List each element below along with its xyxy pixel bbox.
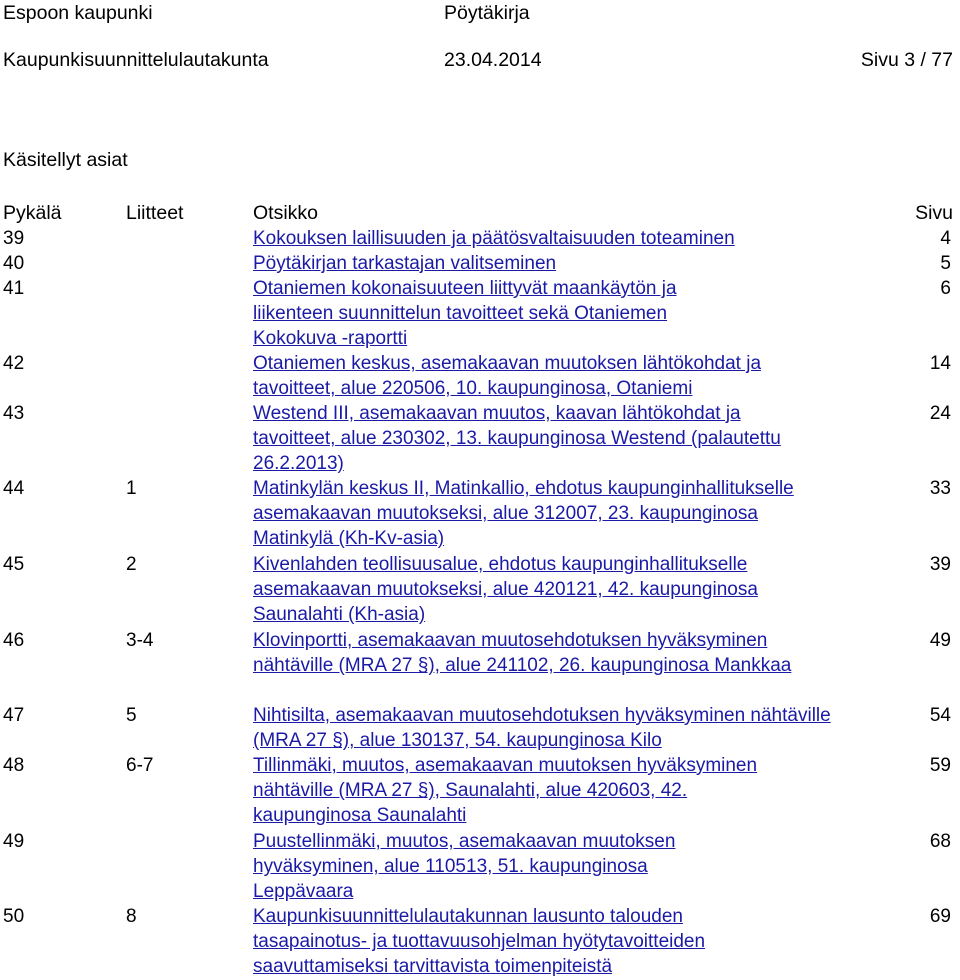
header-document-type: Pöytäkirja bbox=[444, 2, 530, 24]
agenda-item-link[interactable]: Pöytäkirjan tarkastajan valitseminen bbox=[253, 253, 557, 274]
column-header-paragraph: Pykälä bbox=[3, 202, 62, 224]
paragraph-number: 40 bbox=[3, 253, 25, 274]
attachments: 8 bbox=[126, 906, 137, 927]
paragraph-number: 47 bbox=[3, 705, 25, 726]
header-board: Kaupunkisuunnittelulautakunta bbox=[3, 49, 269, 71]
attachments: 2 bbox=[126, 554, 137, 575]
section-title: Käsitellyt asiat bbox=[3, 149, 128, 171]
column-header-page: Sivu bbox=[915, 202, 953, 224]
agenda-item-link[interactable]: Otaniemen kokonaisuuteen liittyvät maankäytön ja liikenteen suunnittelun tavoitteet sekä Otaniemen Kokokuva -raportti bbox=[253, 278, 677, 350]
page-number: 5 bbox=[940, 253, 951, 274]
column-header-attachments: Liitteet bbox=[126, 202, 184, 224]
page-number: 6 bbox=[940, 278, 951, 299]
header-organization: Espoon kaupunki bbox=[3, 2, 153, 24]
paragraph-number: 39 bbox=[3, 228, 25, 249]
agenda-item-link[interactable]: Westend III, asemakaavan muutos, kaavan lähtökohdat ja tavoitteet, alue 230302, 13. kaupunginosa Westend (palautettu 26.2.2013) bbox=[253, 403, 781, 475]
paragraph-number: 42 bbox=[3, 353, 25, 374]
agenda-item-link[interactable]: Nihtisilta, asemakaavan muutosehdotuksen hyväksyminen nähtäville (MRA 27 §), alue 130137, 54. kaupunginosa Kilo bbox=[253, 705, 831, 752]
paragraph-number: 43 bbox=[3, 403, 25, 424]
page-number: 68 bbox=[929, 831, 951, 852]
page-number: 49 bbox=[929, 630, 951, 651]
paragraph-number: 49 bbox=[3, 831, 25, 852]
agenda-item-link[interactable]: Puustellinmäki, muutos, asemakaavan muutoksen hyväksyminen, alue 110513, 51. kaupunginosa Leppävaara bbox=[253, 831, 676, 903]
paragraph-number: 48 bbox=[3, 755, 25, 776]
column-header-title: Otsikko bbox=[253, 202, 319, 224]
paragraph-number: 45 bbox=[3, 554, 25, 575]
attachments: 6-7 bbox=[126, 755, 154, 776]
paragraph-number: 44 bbox=[3, 478, 25, 499]
header-date: 23.04.2014 bbox=[444, 49, 542, 71]
header-page-number: Sivu 3 / 77 bbox=[860, 49, 953, 71]
paragraph-number: 41 bbox=[3, 278, 25, 299]
agenda-item-link[interactable]: Tillinmäki, muutos, asemakaavan muutoksen hyväksyminen nähtäville (MRA 27 §), Saunalahti, alue 420603, 42. kaupunginosa Saunalahti bbox=[253, 755, 758, 827]
page-number: 4 bbox=[940, 228, 951, 249]
attachments: 3-4 bbox=[126, 630, 154, 651]
attachments: 5 bbox=[126, 705, 137, 726]
page-number: 33 bbox=[929, 478, 951, 499]
paragraph-number: 50 bbox=[3, 906, 25, 927]
agenda-item-link[interactable]: Klovinportti, asemakaavan muutosehdotuksen hyväksyminen nähtäville (MRA 27 §), alue 241102, 26. kaupunginosa Mankkaa bbox=[253, 630, 792, 677]
agenda-item-link[interactable]: Kivenlahden teollisuusalue, ehdotus kaupunginhallitukselle asemakaavan muutokseksi, alue 420121, 42. kaupunginosa Saunalahti (Kh-asia) bbox=[253, 554, 758, 626]
agenda-item-link[interactable]: Matinkylän keskus II, Matinkallio, ehdotus kaupunginhallitukselle asemakaavan muutokseksi, alue 312007, 23. kaupunginosa Matinkylä (Kh-Kv-asia) bbox=[253, 478, 794, 550]
page-number: 24 bbox=[929, 403, 951, 424]
page-number: 54 bbox=[929, 705, 951, 726]
agenda-item-link[interactable]: Kokouksen laillisuuden ja päätösvaltaisuuden toteaminen bbox=[253, 228, 735, 249]
page-number: 39 bbox=[929, 554, 951, 575]
attachments: 1 bbox=[126, 478, 137, 499]
page-number: 59 bbox=[929, 755, 951, 776]
agenda-item-link[interactable]: Kaupunkisuunnittelulautakunnan lausunto talouden tasapainotus- ja tuottavuusohjelman hyötytavoitteiden saavuttamiseksi tarvittavista toimenpiteistä bbox=[253, 906, 706, 978]
paragraph-number: 46 bbox=[3, 630, 25, 651]
agenda-item-link[interactable]: Otaniemen keskus, asemakaavan muutoksen lähtökohdat ja tavoitteet, alue 220506, 10. kaupunginosa, Otaniemi bbox=[253, 353, 762, 400]
page-number: 69 bbox=[929, 906, 951, 927]
page-number: 14 bbox=[929, 353, 951, 374]
